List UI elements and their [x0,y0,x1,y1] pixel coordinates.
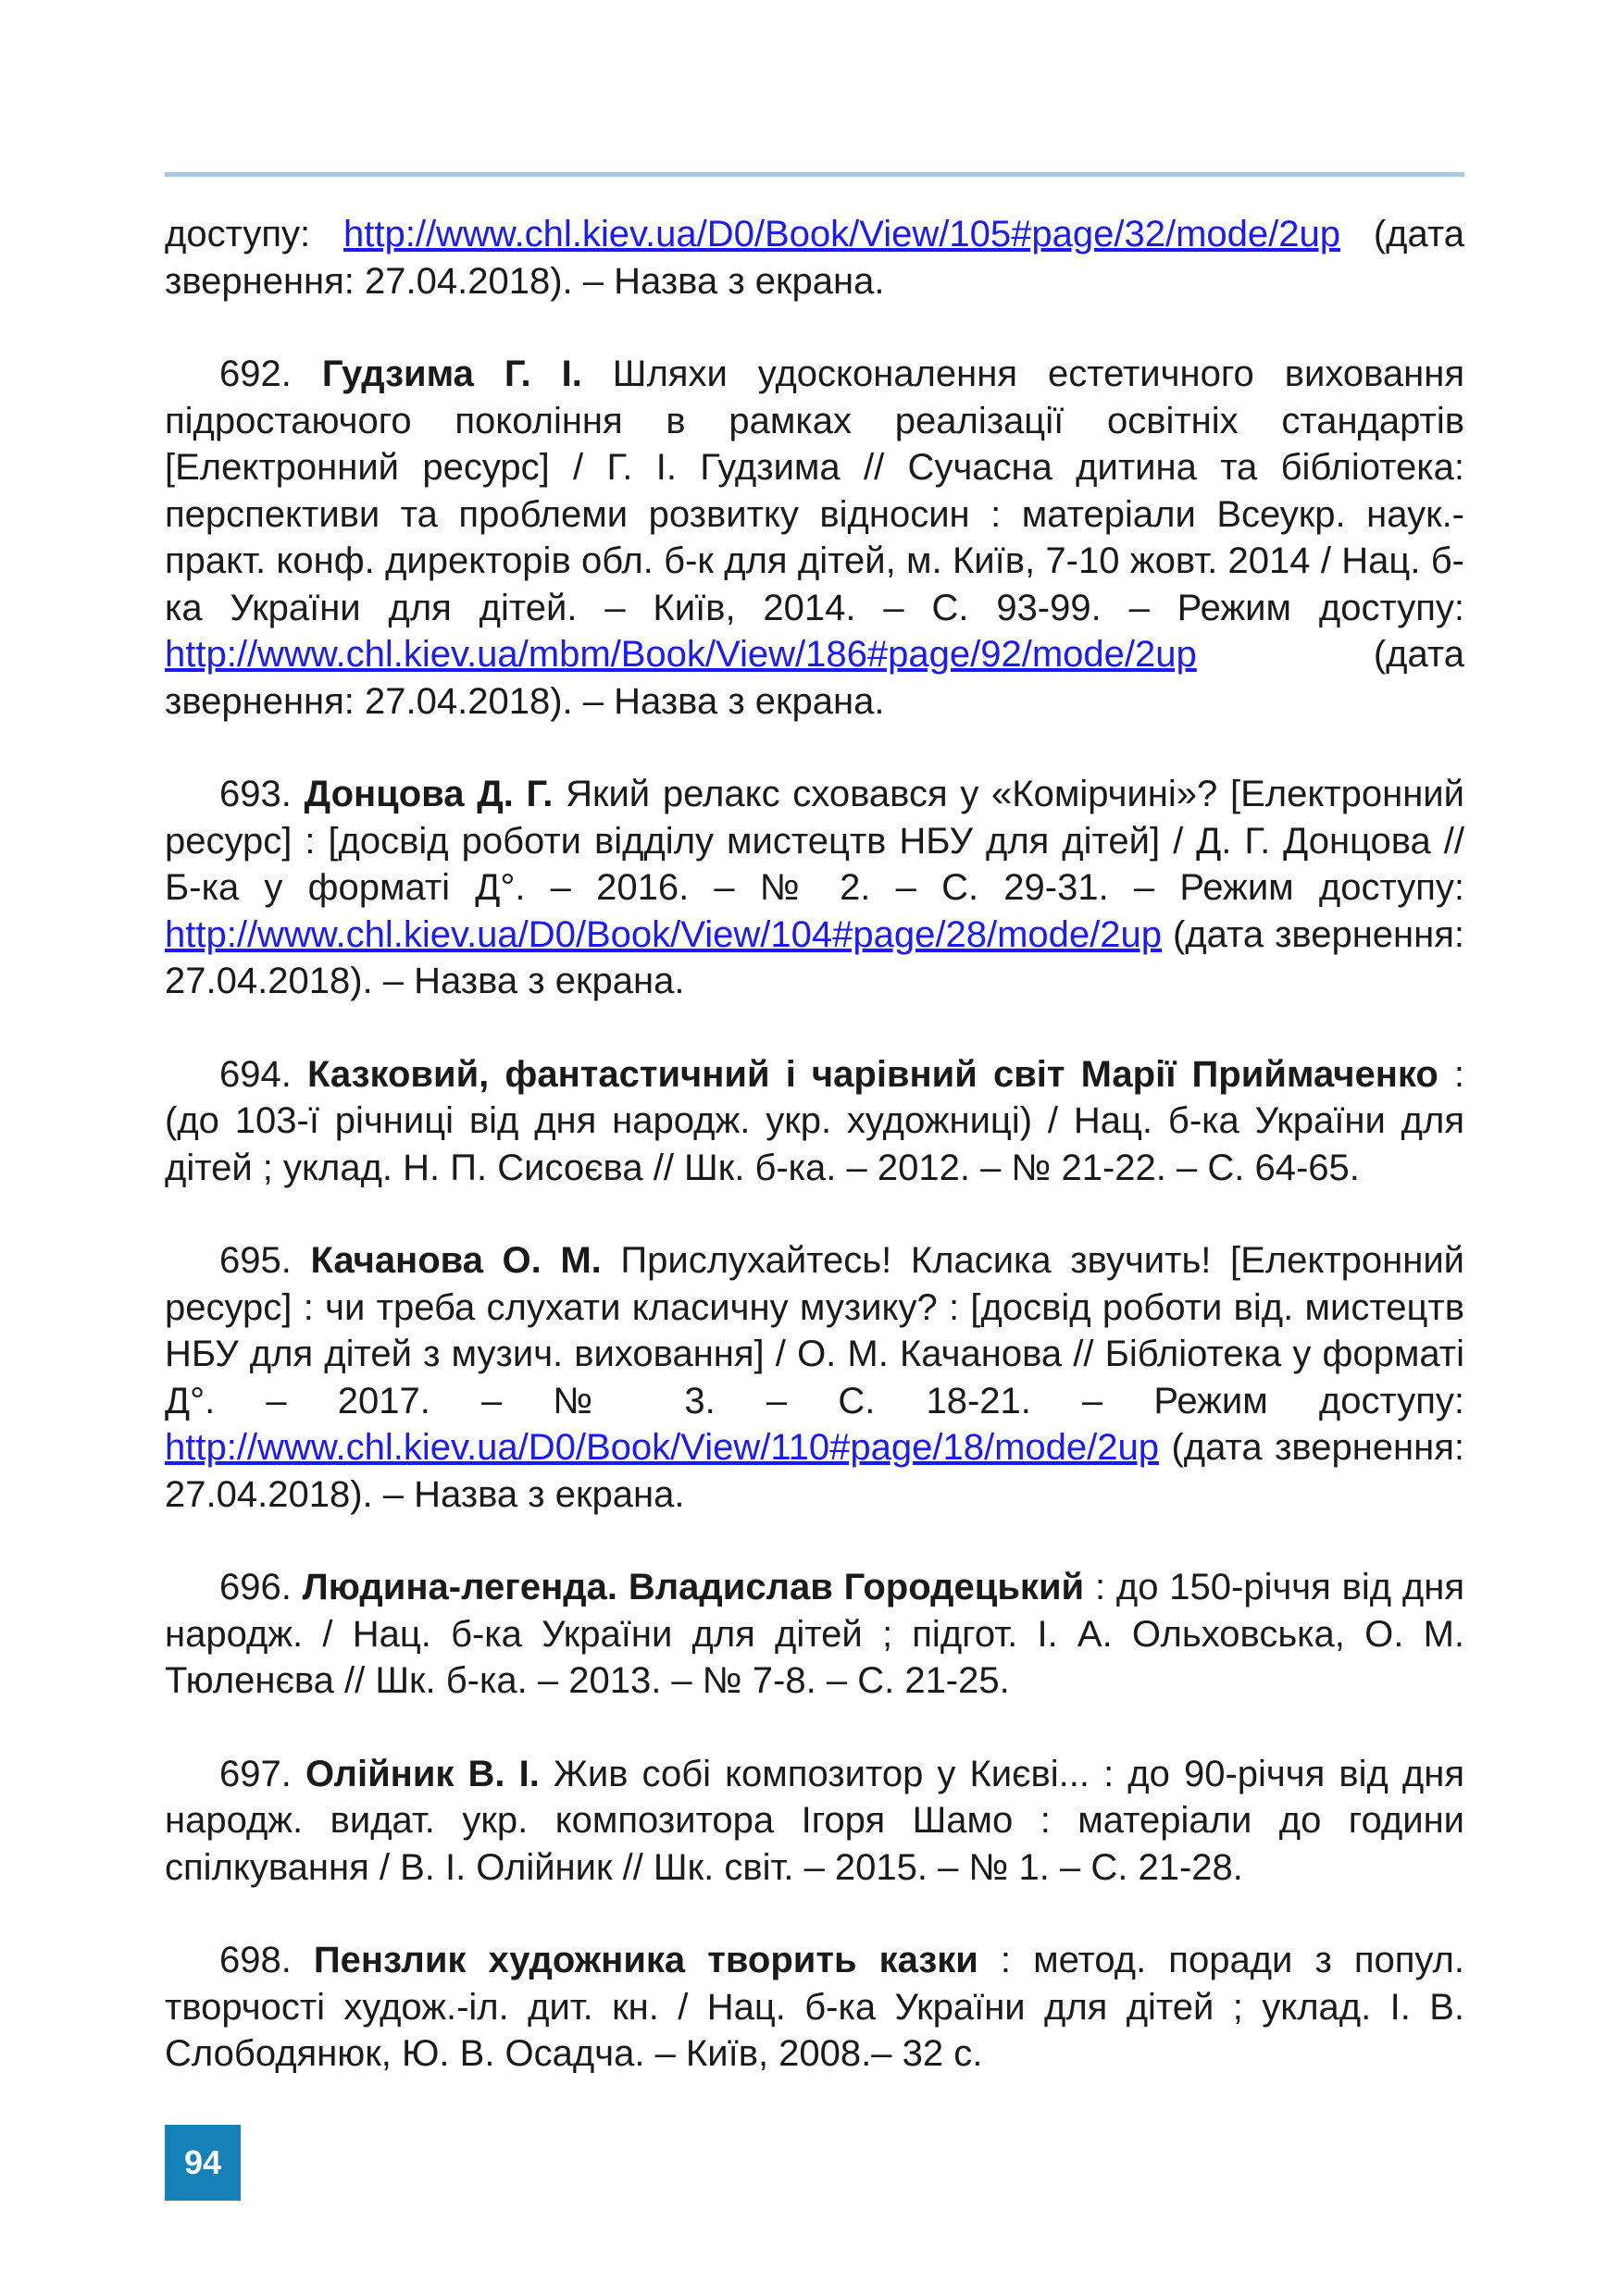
entry-694 [165,1051,1464,1192]
header-rule [165,172,1464,177]
entry-tail: (дата звернення: 27.04.2018). – Назва з екрана. [165,634,1464,722]
entry-tail: (дата звернення: 27.04.2018). – Назва з екрана. [165,913,1464,1001]
entry-tail: (дата звернення: 27.04.2018). – Назва з екрана. [165,1427,1464,1515]
entry-text: Прислухайтесь! Класика звучить! [Електронний ресурс] : чи треба слухати класичну музику? : [досвід роботи від. мистецтв НБУ для дітей з музич. виховання] / О. М. Качанова // Бібліотека у форматі Д°. – 2017. – № 3. – С. 18-21. – Режим доступу: [165,1240,1465,1421]
entry-698 [165,1937,1464,2078]
entry-number: 696. [219,1567,303,1607]
entry-author: Качанова О. М. [310,1240,602,1281]
entry-link[interactable]: http://www.chl.kiev.ua/mbm/Book/View/186#page/92/mode/2up [165,634,1197,675]
entry-author: Донцова Д. Г. [304,774,554,814]
entry-number: 692. [219,354,322,394]
entry-title: Людина-легенда. Владислав Городецький [302,1567,1085,1607]
bibliography-list [165,211,1464,2124]
page-number: 94 [165,2125,241,2201]
entry-number: 693. [219,774,305,814]
entry-text: : (до 103-ї річниці від дня народж. укр. художниці) / Нац. б-ка України для дітей ; уклад. Н. П. Сисоєва // Шк. б-ка. – 2012. – № 21-22. – С. 64-65. [165,1053,1464,1188]
entry-695 [165,1237,1464,1518]
entry-author: Олійник В. І. [305,1753,540,1794]
entry-text: : метод. поради з попул. творчості худож.-іл. дит. кн. / Нац. б-ка України для дітей ; уклад. І. В. Слободянюк, Ю. В. Осадча. – Київ, 2008.– 32 с. [165,1940,1464,2074]
entry-text: доступу: [165,214,343,254]
entry-text: : до 150-річчя від дня народж. / Нац. б-ка України для дітей ; підгот. І. А. Ольховська, О. М. Тюленєва // Шк. б-ка. – 2013. – № 7-8. – С. 21-25. [165,1567,1464,1701]
entry-author: Гудзима Г. І. [321,354,582,394]
entry-text: Жив собі композитор у Києві... : до 90-річчя від дня народж. видат. укр. композитора Ігоря Шамо : матеріали до години спілкування / В. І. Олійник // Шк. світ. – 2015. – № 1. – С. 21-28. [165,1753,1465,1888]
entry-number: 697. [219,1753,305,1794]
entry-number: 695. [219,1240,311,1281]
entry-tail: (дата звернення: 27.04.2018). – Назва з екрана. [165,214,1464,302]
entry-692 [165,351,1464,725]
entry-link[interactable]: http://www.chl.kiev.ua/D0/Book/View/110#page/18/mode/2up [165,1427,1160,1468]
entry-number: 694. [219,1053,307,1095]
continued-entry [165,211,1464,304]
entry-696 [165,1564,1464,1705]
entry-number: 698. [219,1940,314,1980]
entry-title: Пензлик художника творить казки [313,1940,978,1980]
entry-text: Шляхи удосконалення естетичного виховання підростаючого покоління в рамках реалізації освітніх стандартів [Електронний ресурс] / Г. І. Гудзима // Сучасна дитина та бібліотека: перспективи та проблеми розвитку відносин : матеріали Всеукр. наук.-практ. конф. директорів обл. б-к для дітей, м. Київ, 7-10 жовт. 2014 / Нац. б-ка України для дітей. – Київ, 2014. – С. 93-99. – Режим доступу: [165,354,1465,628]
entry-link[interactable]: http://www.chl.kiev.ua/D0/Book/View/104#page/28/mode/2up [165,913,1162,955]
entry-title: Казковий, фантастичний і чарівний світ Марії Приймаченко [306,1053,1438,1095]
entry-text: Який релакс сховався у «Комірчині»? [Електронний ресурс] : [досвід роботи відділу мистецтв НБУ для дітей] / Д. Г. Донцова // Б-ка у форматі Д°. – 2016. – № 2. – С. 29-31. – Режим доступу: [165,774,1464,908]
entry-697 [165,1751,1464,1892]
entry-link[interactable]: http://www.chl.kiev.ua/D0/Book/View/105#page/32/mode/2up [343,214,1340,254]
entry-693 [165,771,1464,1005]
